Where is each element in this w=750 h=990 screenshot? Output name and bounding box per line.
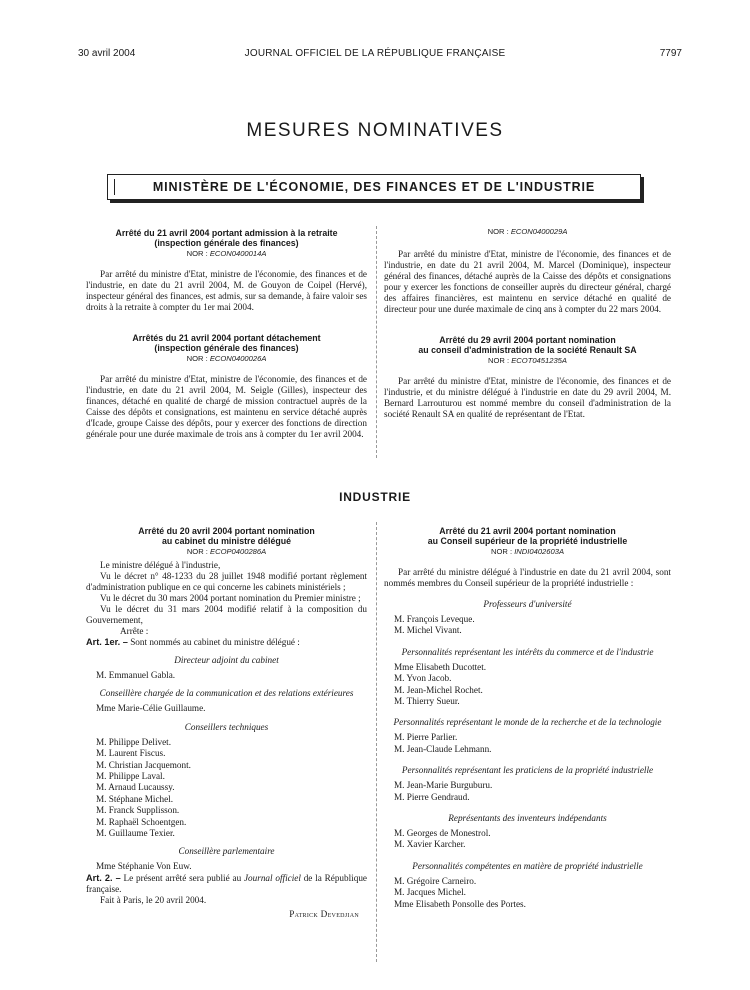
decree-title: Arrêté du 21 avril 2004 portant nomination	[439, 526, 616, 536]
appointee-name: Mme Elisabeth Ponsolle des Portes.	[394, 898, 526, 909]
decree-marcel	[384, 227, 671, 315]
decree-body: Par arrêté du ministre d'Etat, ministre de l'économie, des finances et de l'industrie, en date du 21 avril 2004, M. de Gouyon de Coipel (Hervé), inspecteur général des finances, est admis, sur sa demande, à faire valoir ses droits à la retraite à compter du 1er mai 2004.	[86, 269, 367, 312]
appointee-name: M. Emmanuel Gabla.	[96, 670, 176, 680]
appointee-name: M. Michel Vivant.	[394, 625, 462, 636]
decree-body: Par arrêté du ministre d'Etat, ministre de l'économie, des finances et de l'industrie, en date du 21 avril 2004, M. Seigle (Gilles), inspecteur des finances, détaché en qualité de chargé de mission contractuel auprès de la Caisse des dépôts et consignations, est maintenu en service détaché auprès d'Icade, groupe Caisse des dépôts, pour y exercer des fonctions de direction générale pour une durée maximale de trois ans à compter du 1er avril 2004.	[86, 374, 367, 439]
decree-body: Par arrêté du ministre délégué à l'industrie en date du 21 avril 2004, sont nommés membres du Conseil supérieur de la propriété industrielle :	[384, 567, 671, 588]
appointee-name: M. Guillaume Texier.	[96, 828, 175, 839]
appointee-name: M. Stéphane Michel.	[96, 793, 174, 804]
eco-left-column	[86, 228, 367, 440]
appointee-name: M. Philippe Laval.	[96, 771, 165, 782]
appointee-name: M. Georges de Monestrol.	[394, 828, 491, 839]
section-heading: INDUSTRIE	[339, 490, 411, 504]
appointee-name: M. Arnaud Lucaussy.	[96, 782, 175, 793]
appointee-name: M. Christian Jacquemont.	[96, 759, 191, 770]
nor-reference: NOR : ECOP0400286A	[186, 547, 267, 556]
decree-visa: Vu le décret du 31 mars 2004 modifié relatif à la composition du Gouvernement,	[86, 604, 367, 625]
ministry-name: MINISTÈRE DE L'ÉCONOMIE, DES FINANCES ET DE L'INDUSTRIE	[152, 180, 596, 194]
decree-date-place: Fait à Paris, le 20 avril 2004.	[100, 894, 207, 905]
column-divider-bottom	[376, 522, 377, 962]
nor-reference: NOR : ECON0400029A	[487, 227, 568, 236]
appointee-name: Mme Marie-Célie Guillaume.	[96, 703, 206, 714]
appointee-name: M. Laurent Fiscus.	[96, 748, 166, 759]
ministry-banner	[107, 174, 641, 200]
appointee-name: M. Jean-Michel Rochet.	[394, 684, 483, 695]
decree-arrete: Arrête :	[120, 626, 149, 636]
appointee-name: M. Raphaël Schoentgen.	[96, 816, 187, 827]
decree-title: Arrêté du 29 avril 2004 portant nomination	[439, 335, 616, 345]
appointee-name: M. Grégoire Carneiro.	[394, 875, 477, 886]
decree-subtitle: au cabinet du ministre délégué	[161, 536, 292, 546]
appointee-name: M. Thierry Sueur.	[394, 696, 460, 707]
decree-body: Par arrêté du ministre d'Etat, ministre de l'économie, des finances et de l'industrie, et du ministre délégué à l'industrie en date du 29 avril 2004, M. Bernard Larrouturou est nommé membre du conseil d'administration de la société Renault SA en qualité de représentant de l'Etat.	[384, 376, 671, 419]
appointee-name: Mme Stéphanie Von Euw.	[96, 861, 192, 872]
nor-reference: NOR : ECON0400026A	[186, 354, 267, 363]
decree-subtitle: au conseil d'administration de la société Renault SA	[418, 345, 637, 355]
article-2: Art. 2. – Le présent arrêté sera publié au Journal officiel de la République française.	[86, 872, 367, 894]
group-heading: Personnalités représentant le monde de la recherche et de la technologie	[393, 717, 662, 728]
header-page-number: 7797	[659, 48, 682, 59]
decree-retraite	[86, 228, 367, 313]
header-journal-title: JOURNAL OFFICIEL DE LA RÉPUBLIQUE FRANÇAISE	[244, 48, 506, 59]
nor-reference: NOR : ECOT0451235A	[488, 356, 567, 365]
decree-subtitle: (inspection générale des finances)	[154, 343, 299, 353]
nor-reference: NOR : INDI0402603A	[490, 547, 565, 556]
column-divider-top	[376, 226, 377, 458]
appointee-name: M. Yvon Jacob.	[394, 673, 452, 684]
header-date: 30 avril 2004	[78, 48, 136, 59]
group-heading: Conseillère parlementaire	[178, 846, 275, 857]
decree-visa: Vu le décret du 30 mars 2004 portant nomination du Premier ministre ;	[100, 593, 361, 603]
appointee-name: M. Philippe Delivet.	[96, 736, 172, 747]
decree-title: Arrêtés du 21 avril 2004 portant détachement	[132, 333, 321, 343]
decree-subtitle: (inspection générale des finances)	[154, 238, 299, 248]
appointee-name: M. François Leveque.	[394, 614, 475, 624]
appointee-name: M. Xavier Karcher.	[394, 839, 466, 850]
appointee-name: M. Franck Supplisson.	[96, 805, 180, 816]
article-1: Art. 1er. – Sont nommés au cabinet du ministre délégué :	[86, 637, 300, 647]
group-heading: Professeurs d'université	[483, 599, 572, 609]
decree-body: Par arrêté du ministre d'Etat, ministre de l'économie, des finances et de l'industrie, en date du 21 avril 2004, M. Marcel (Dominique), inspecteur général des finances, détaché auprès de la Caisse des dépôts et consignations pour y exercer les fonctions de conseiller auprès du directeur général, chargé des affaires financières, est maintenu en service détaché en qualité de directeur pour une durée maximale de cinq ans à compter du 22 mars 2004.	[384, 249, 671, 314]
article-label: Art. 1er. –	[86, 637, 128, 647]
decree-renault	[384, 335, 671, 420]
decree-title: Arrêté du 20 avril 2004 portant nomination	[138, 526, 315, 536]
group-heading: Personnalités compétentes en matière de propriété industrielle	[412, 860, 643, 871]
appointee-name: M. Pierre Parlier.	[394, 732, 458, 743]
industry-right-column	[384, 526, 671, 910]
group-heading: Conseillers techniques	[184, 721, 269, 732]
decree-detachement	[86, 333, 367, 440]
group-heading: Conseillère chargée de la communication et des relations extérieures	[99, 688, 354, 699]
decree-title: Arrêté du 21 avril 2004 portant admission à la retraite	[115, 228, 338, 238]
group-heading: Personnalités représentant les praticiens de la propriété industrielle	[401, 765, 654, 776]
appointee-name: M. Pierre Gendraud.	[394, 791, 470, 802]
nor-reference: NOR : ECON0400014A	[186, 249, 267, 258]
appointee-name: M. Jacques Michel.	[394, 887, 466, 898]
decree-subtitle: au Conseil supérieur de la propriété industrielle	[427, 536, 628, 546]
appointment-groups	[86, 655, 367, 873]
decree-preamble: Le ministre délégué à l'industrie,	[100, 560, 221, 570]
eco-right-column	[384, 226, 671, 420]
article-label: Art. 2. –	[86, 872, 121, 883]
industry-left-column	[86, 526, 367, 920]
group-heading: Représentants des inventeurs indépendants	[448, 813, 607, 824]
appointee-name: Mme Elisabeth Ducottet.	[394, 661, 487, 672]
decree-visa: Vu le décret n° 48-1233 du 28 juillet 1948 modifié portant règlement d'administration publique en ce qui concerne les cabinets ministériels ;	[86, 571, 367, 592]
appointee-name: M. Jean-Marie Burguburu.	[394, 780, 493, 791]
appointment-groups	[384, 599, 671, 910]
appointee-name: M. Jean-Claude Lehmann.	[394, 743, 492, 754]
group-heading: Personnalités représentant les intérêts du commerce et de l'industrie	[401, 646, 654, 657]
page-title: MESURES NOMINATIVES	[246, 120, 504, 141]
signature: Patrick Devedjian	[289, 908, 359, 919]
group-heading: Directeur adjoint du cabinet	[174, 655, 279, 665]
